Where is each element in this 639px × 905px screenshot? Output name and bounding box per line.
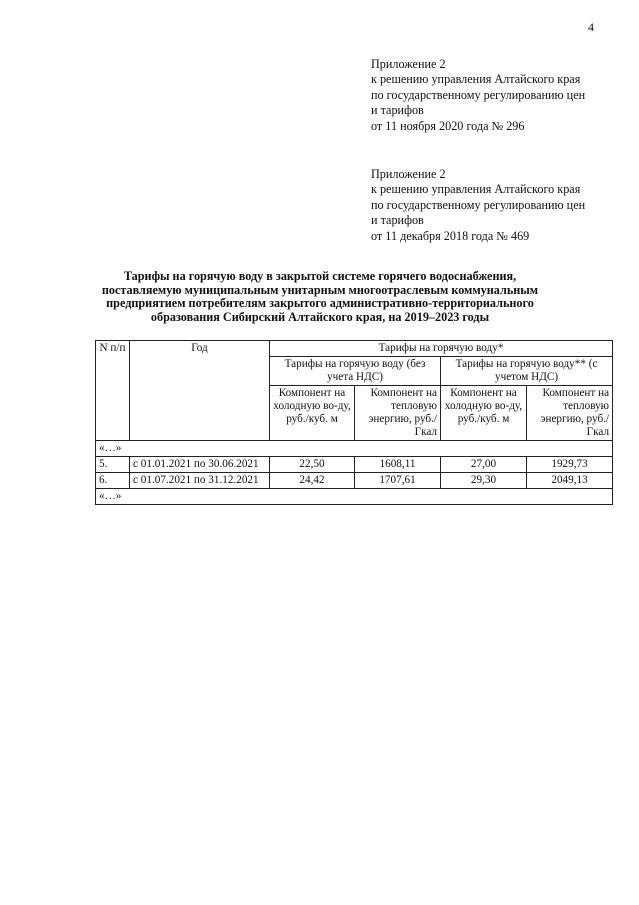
title-line: поставляемую муниципальным унитарным многоотраслевым коммунальным bbox=[101, 282, 539, 297]
appendix-block-current bbox=[371, 57, 621, 134]
header-without-vat: Тарифы на горячую воду (без учета НДС) bbox=[270, 357, 441, 386]
appendix-block-original bbox=[371, 167, 621, 244]
appendix-line: Приложение 2 bbox=[371, 57, 446, 71]
title-line: Тарифы на горячую воду в закрытой системе горячего водоснабжения, bbox=[123, 269, 517, 283]
row-period: с 01.07.2021 по 31.12.2021 bbox=[130, 473, 270, 489]
appendix-line: Приложение 2 bbox=[371, 167, 446, 181]
appendix-line: и тарифов bbox=[371, 213, 424, 228]
row-num: 6. bbox=[96, 473, 130, 489]
appendix-line: и тарифов bbox=[371, 103, 424, 118]
appendix-line: к решению управления Алтайского края bbox=[371, 182, 581, 197]
row-heat-vat: 2049,13 bbox=[527, 473, 613, 489]
row-heat-vat: 1929,73 bbox=[527, 457, 613, 473]
table-header-row bbox=[96, 341, 613, 357]
table-row bbox=[96, 473, 613, 489]
appendix-line: по государственному регулированию цен bbox=[371, 87, 586, 102]
header-tariffs-group: Тарифы на горячую воду* bbox=[270, 341, 613, 357]
header-num: N п/п bbox=[96, 341, 130, 441]
row-num: 5. bbox=[96, 457, 130, 473]
page-number: 4 bbox=[588, 20, 594, 34]
row-cold-no-vat: 22,50 bbox=[270, 457, 355, 473]
appendix-line: по государственному регулированию цен bbox=[371, 197, 586, 212]
row-heat-no-vat: 1707,61 bbox=[355, 473, 441, 489]
row-cold-no-vat: 24,42 bbox=[270, 473, 355, 489]
appendix-line: от 11 декабря 2018 года № 469 bbox=[371, 228, 530, 243]
title-line: предприятием потребителям закрытого административно-территориального bbox=[106, 296, 534, 311]
title-line: образования Сибирский Алтайского края, на 2019–2023 годы bbox=[150, 309, 490, 324]
appendix-line: от 11 ноября 2020 года № 296 bbox=[371, 118, 525, 133]
header-with-vat: Тарифы на горячую воду** (с учетом НДС) bbox=[441, 357, 613, 386]
table-ellipsis-row bbox=[96, 489, 613, 505]
row-cold-vat: 27,00 bbox=[441, 457, 527, 473]
ellipsis-cell: «…» bbox=[96, 489, 613, 505]
document-title bbox=[80, 270, 560, 324]
row-cold-vat: 29,30 bbox=[441, 473, 527, 489]
table-ellipsis-row bbox=[96, 441, 613, 457]
header-cold-component: Компонент на холодную во-ду, руб./куб. м bbox=[441, 386, 527, 441]
table-row bbox=[96, 457, 613, 473]
row-period: с 01.01.2021 по 30.06.2021 bbox=[130, 457, 270, 473]
header-year: Год bbox=[130, 341, 270, 441]
header-cold-component: Компонент на холодную во-ду, руб./куб. м bbox=[270, 386, 355, 441]
tariffs-table bbox=[95, 340, 613, 505]
header-heat-component: Компонент на тепловую энергию, руб./Гкал bbox=[355, 386, 441, 441]
ellipsis-cell: «…» bbox=[96, 441, 613, 457]
appendix-line: к решению управления Алтайского края bbox=[371, 72, 581, 87]
row-heat-no-vat: 1608,11 bbox=[355, 457, 441, 473]
header-heat-component: Компонент на тепловую энергию, руб./Гкал bbox=[527, 386, 613, 441]
